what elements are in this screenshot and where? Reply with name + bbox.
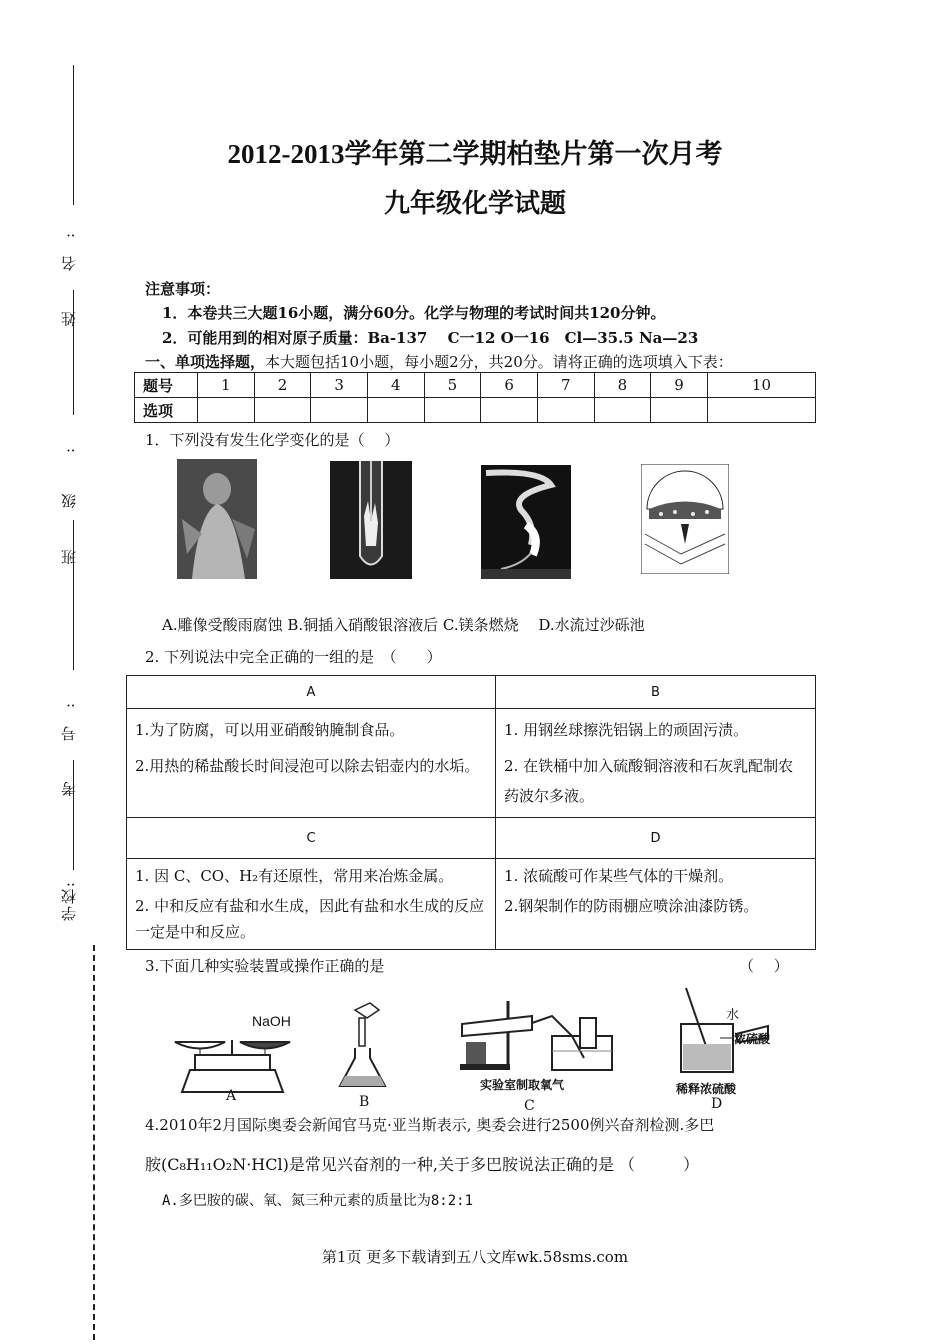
section-1-heading	[145, 351, 733, 372]
q2-d-line-2: 2.钢架制作的防雨棚应喷涂油漆防锈。	[504, 897, 759, 915]
answer-number: 10	[707, 373, 815, 398]
q2-header-row	[127, 676, 816, 709]
question-2-table	[126, 675, 816, 950]
answer-number: 3	[311, 373, 368, 398]
page-subtitle: 九年级化学试题	[383, 189, 566, 219]
margin-school-label: 学校:	[60, 880, 78, 922]
binding-dashed-line	[93, 945, 95, 1340]
q2-c-line-2: 2. 中和反应有盐和水生成，因此有盐和水生成的反应一定是中和反应。	[135, 897, 485, 941]
acid-label: 浓硫酸	[734, 1032, 771, 1046]
answer-table-row-label: 选项	[135, 398, 198, 423]
notice-item-2: 2．可能用到的相对原子质量：Ba-137 C一12 O一16 Cl—35.5 Na—23	[162, 329, 699, 347]
margin-class-label: 班 级 :	[60, 430, 78, 565]
q2-b-line-2: 2. 在铁桶中加入硫酸铜溶液和石灰乳配制农药波尔多液。	[504, 757, 794, 805]
answer-cell[interactable]	[367, 398, 424, 423]
margin-line	[73, 760, 74, 870]
answer-cell[interactable]	[481, 398, 538, 423]
option-c-label: C	[524, 1098, 535, 1114]
section-1-desc: 本大题包括10小题，每小题2分，共20分。请将正确的选项填入下表：	[265, 353, 733, 371]
question-2-stem: 2. 下列说法中完全正确的一组的是 （ ）	[145, 648, 442, 666]
answer-cell[interactable]	[537, 398, 594, 423]
answer-number: 9	[651, 373, 708, 398]
answer-cell[interactable]	[198, 398, 255, 423]
answer-table-number-row	[135, 373, 816, 398]
q2-cell-b	[496, 709, 816, 818]
question-1-options: A.雕像受酸雨腐蚀 B.铜插入硝酸银溶液后 C.镁条燃烧 D.水流过沙砾池	[162, 616, 645, 634]
answer-number: 4	[367, 373, 424, 398]
notice-item-1: 1．本卷共三大题16小题，满分60分。化学与物理的考试时间共120分钟。	[162, 304, 666, 322]
margin-number-label: 考 号:	[60, 685, 78, 797]
q2-cell-c	[127, 859, 496, 950]
margin-line	[73, 520, 74, 670]
water-label: 水	[726, 1008, 740, 1023]
answer-cell[interactable]	[707, 398, 815, 423]
option-d-label: D	[711, 1096, 723, 1112]
test-tube-photo	[330, 461, 412, 579]
page-title: 2012-2013学年第二学期柏垫片第一次月考	[227, 139, 723, 169]
q2-content-row	[127, 859, 816, 950]
answer-table-choice-row	[135, 398, 816, 423]
section-1-title: 一、单项选择题，	[145, 353, 266, 371]
q2-b-line-1: 1. 用钢丝球擦洗铝锅上的顽固污渍。	[504, 721, 749, 739]
magnesium-burning-photo	[481, 465, 571, 579]
q2-c-line-1: 1. 因 C、CO、H₂有还原性，常用来冶炼金属。	[135, 867, 454, 885]
q2-a-line-1: 1.为了防腐，可以用亚硝酸钠腌制食品。	[135, 721, 405, 739]
option-d-caption: 稀释浓硫酸	[676, 1082, 737, 1096]
q2-cell-a-label: A	[127, 676, 496, 709]
answer-number: 7	[537, 373, 594, 398]
q2-d-line-1: 1. 浓硫酸可作某些气体的干燥剂。	[504, 867, 734, 885]
answer-number: 1	[198, 373, 255, 398]
dropper-flask-apparatus	[335, 998, 390, 1092]
option-a-label: A	[226, 1088, 237, 1104]
q2-header-row	[127, 818, 816, 859]
answer-cell[interactable]	[651, 398, 708, 423]
answer-table	[134, 372, 816, 423]
page-footer: 第1页 更多下载请到五八文库wk.58sms.com	[321, 1248, 629, 1266]
answer-cell[interactable]	[311, 398, 368, 423]
naoh-label: NaOH	[252, 1013, 291, 1029]
question-1-stem: 1．下列没有发生化学变化的是（ ）	[145, 431, 400, 449]
answer-number: 5	[424, 373, 481, 398]
answer-cell[interactable]	[254, 398, 311, 423]
answer-cell[interactable]	[424, 398, 481, 423]
q2-cell-d	[496, 859, 816, 950]
margin-name-label: 姓 名:	[60, 215, 78, 327]
q2-cell-c-label: C	[127, 818, 496, 859]
margin-line	[73, 290, 74, 415]
q2-cell-b-label: B	[496, 676, 816, 709]
answer-table-row-label: 题号	[135, 373, 198, 398]
question-4-line-1: 4.2010年2月国际奥委会新闻官马克·亚当斯表示, 奥委会进行2500例兴奋剂检测.多巴	[145, 1116, 715, 1134]
q2-cell-d-label: D	[496, 818, 816, 859]
answer-number: 6	[481, 373, 538, 398]
statue-photo	[177, 459, 257, 579]
question-3-bracket: （ ）	[739, 957, 789, 975]
q2-a-line-2: 2.用热的稀盐酸长时间浸泡可以除去铝壶内的水垢。	[135, 757, 480, 775]
question-3-stem: 3.下面几种实验装置或操作正确的是	[145, 957, 385, 975]
sand-filter-drawing	[641, 464, 729, 574]
q2-cell-a	[127, 709, 496, 818]
option-b-label: B	[359, 1094, 370, 1110]
answer-number: 2	[254, 373, 311, 398]
answer-cell[interactable]	[594, 398, 651, 423]
question-4-line-2: 胺(C₈H₁₁O₂N·HCl)是常见兴奋剂的一种,关于多巴胺说法正确的是 （ ）	[145, 1155, 700, 1174]
notice-heading: 注意事项：	[145, 280, 221, 298]
q2-content-row	[127, 709, 816, 818]
question-4-option-a: A.多巴胺的碳、氧、氮三种元素的质量比为8:2:1	[162, 1193, 473, 1209]
answer-number: 8	[594, 373, 651, 398]
option-c-caption: 实验室制取氧气	[480, 1078, 565, 1092]
oxygen-setup-apparatus	[452, 996, 620, 1074]
